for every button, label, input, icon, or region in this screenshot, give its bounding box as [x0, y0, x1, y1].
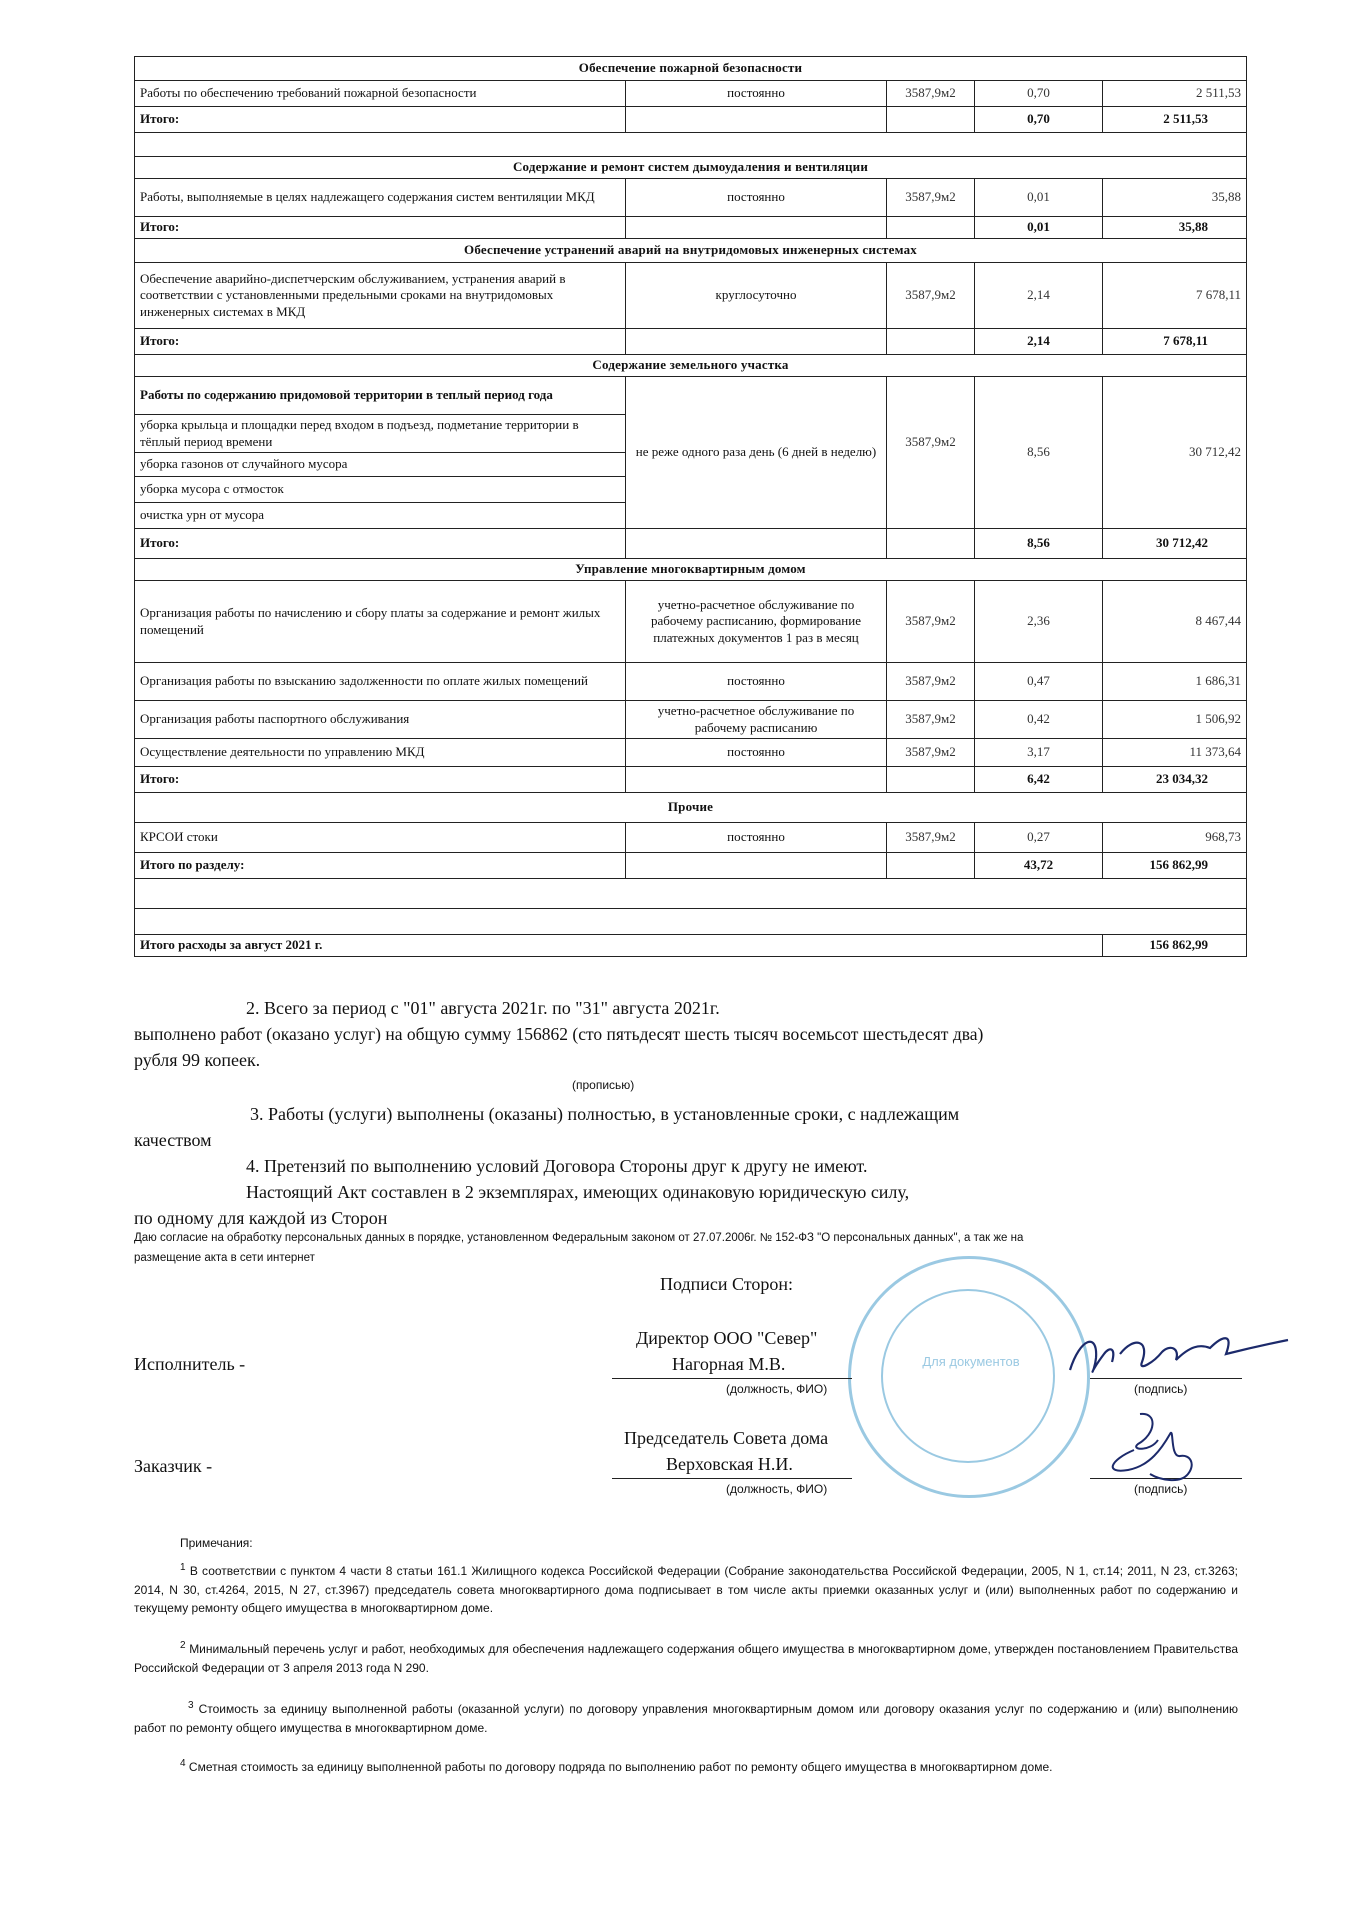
note-4: $^4$ Сметная стоимость за единицу выполненной работы по договору подряда по выполнению работ по ремонту общего имущества в многоквартирном доме.	[180, 1758, 1053, 1774]
total-label: Итого:	[135, 529, 626, 559]
work-name: Организация работы по взысканию задолженности по оплате жилых помещений	[135, 663, 626, 701]
section-title-emergency: Обеспечение устранений аварий на внутридомовых инженерных системах	[135, 239, 1247, 263]
paragraph-4: 4. Претензий по выполнению условий Договора Стороны друг к другу не имеют.	[246, 1156, 868, 1176]
total-row	[135, 529, 1247, 559]
work-frequency: не реже одного раза день (6 дней в неделю)	[626, 377, 887, 529]
paragraph-2-line-1: 2. Всего за период с "01" августа 2021г. по "31" августа 2021г.	[246, 998, 720, 1018]
note-2: $^2$ Минимальный перечень услуг и работ, необходимых для обеспечения надлежащего содержания общего имущества в многоквартирном доме, утвержден постановлением Правительства Российской Федерации от 3 апреля 2013 года N 290.	[134, 1640, 1238, 1675]
work-sum: 7 678,11	[1103, 263, 1247, 329]
total-sum: 30 712,42	[1103, 529, 1247, 559]
executor-fio-hint: (должность, ФИО)	[726, 1382, 828, 1396]
work-frequency: постоянно	[626, 663, 887, 701]
section-total-sum: 156 862,99	[1103, 853, 1247, 879]
paragraph-5-line-2: по одному для каждой из Сторон	[134, 1208, 388, 1228]
work-frequency: круглосуточно	[626, 263, 887, 329]
work-name: уборка газонов от случайного мусора	[135, 453, 626, 477]
paragraph-5-line-1: Настоящий Акт составлен в 2 экземплярах, имеющих одинаковую юридическую силу,	[246, 1182, 910, 1202]
work-sum: 11 373,64	[1103, 739, 1247, 767]
work-frequency: постоянно	[626, 179, 887, 217]
executor-position: Директор ООО "Север"	[636, 1328, 818, 1348]
section-total-label: Итого по разделу:	[135, 853, 626, 879]
work-name: КРСОИ стоки	[135, 823, 626, 853]
work-area: 3587,9м2	[887, 263, 975, 329]
notes-title: Примечания:	[180, 1536, 253, 1550]
work-name: Работы по обеспечению требований пожарной безопасности	[135, 81, 626, 107]
work-rate: 2,36	[975, 581, 1103, 663]
grand-total-row	[135, 935, 1247, 957]
table-row	[135, 377, 1247, 415]
act-table	[134, 56, 1247, 957]
work-name: Организация работы паспортного обслуживания	[135, 701, 626, 739]
total-rate: 0,01	[975, 217, 1103, 239]
section-total-row	[135, 853, 1247, 879]
grand-total-sum: 156 862,99	[1103, 935, 1247, 957]
propisyu-hint: (прописью)	[572, 1078, 635, 1092]
signatures-title: Подписи Сторон:	[660, 1274, 794, 1294]
work-area: 3587,9м2	[887, 377, 975, 529]
total-rate: 6,42	[975, 767, 1103, 793]
section-title-fire: Обеспечение пожарной безопасности	[135, 57, 1247, 81]
work-rate: 8,56	[975, 377, 1103, 529]
work-sum: 8 467,44	[1103, 581, 1247, 663]
work-area: 3587,9м2	[887, 701, 975, 739]
work-frequency: учетно-расчетное обслуживание по рабочему расписанию	[626, 701, 887, 739]
work-area: 3587,9м2	[887, 581, 975, 663]
work-rate: 3,17	[975, 739, 1103, 767]
total-rate: 8,56	[975, 529, 1103, 559]
total-row	[135, 217, 1247, 239]
work-sum: 1 506,92	[1103, 701, 1247, 739]
total-row	[135, 329, 1247, 355]
customer-name: Верховская Н.И.	[666, 1454, 793, 1474]
paragraph-2-line-2: выполнено работ (оказано услуг) на общую сумму 156862 (сто пятьдесят шесть тысяч восемьсот шестьдесят два)	[134, 1024, 984, 1044]
table-row	[135, 263, 1247, 329]
total-sum: 35,88	[1103, 217, 1247, 239]
executor-sign-hint: (подпись)	[1134, 1382, 1188, 1396]
work-rate: 2,14	[975, 263, 1103, 329]
section-total-rate: 43,72	[975, 853, 1103, 879]
work-sum: 968,73	[1103, 823, 1247, 853]
table-row	[135, 581, 1247, 663]
work-rate: 0,01	[975, 179, 1103, 217]
table-row	[135, 179, 1247, 217]
section-title-management: Управление многоквартирным домом	[135, 559, 1247, 581]
work-rate: 0,42	[975, 701, 1103, 739]
work-frequency: постоянно	[626, 739, 887, 767]
executor-signature	[1050, 1318, 1300, 1388]
work-name: Работы по содержанию придомовой территории в теплый период года	[135, 377, 626, 415]
customer-signature	[1100, 1404, 1210, 1490]
table-row	[135, 81, 1247, 107]
total-row	[135, 767, 1247, 793]
work-rate: 0,70	[975, 81, 1103, 107]
work-name: уборка крыльца и площадки перед входом в подъезд, подметание территории в тёплый период времени	[135, 415, 626, 453]
customer-fio-hint: (должность, ФИО)	[726, 1482, 828, 1496]
work-name: уборка мусора с отмосток	[135, 477, 626, 503]
work-sum: 1 686,31	[1103, 663, 1247, 701]
total-label: Итого:	[135, 217, 626, 239]
work-sum: 2 511,53	[1103, 81, 1247, 107]
work-area: 3587,9м2	[887, 663, 975, 701]
paragraph-2-line-3: рубля 99 копеек.	[134, 1050, 261, 1070]
work-area: 3587,9м2	[887, 81, 975, 107]
work-frequency: учетно-расчетное обслуживание по рабочему расписанию, формирование платежных документов 1 раз в месяц	[626, 581, 887, 663]
work-name: Обеспечение аварийно-диспетчерским обслуживанием, устранения аварий в соответствии с установленными предельными сроками на внутридомовых инженерных системах в МКД	[135, 263, 626, 329]
work-name: очистка урн от мусора	[135, 503, 626, 529]
consent-line-1: Даю согласие на обработку персональных данных в порядке, установленном Федеральным законом от 27.07.2006г. № 152-ФЗ "О персональных данных", а так же на	[134, 1232, 1024, 1244]
total-sum: 2 511,53	[1103, 107, 1247, 133]
customer-label: Заказчик -	[134, 1456, 213, 1476]
paragraph-3-line-1: 3. Работы (услуги) выполнены (оказаны) полностью, в установленные сроки, с надлежащим	[250, 1104, 960, 1124]
section-title-ventilation: Содержание и ремонт систем дымоудаления и вентиляции	[135, 157, 1247, 179]
work-rate: 0,27	[975, 823, 1103, 853]
work-frequency: постоянно	[626, 81, 887, 107]
work-name: Работы, выполняемые в целях надлежащего содержания систем вентиляции МКД	[135, 179, 626, 217]
grand-total-label: Итого расходы за август 2021 г.	[135, 935, 1103, 957]
consent-line-2: размещение акта в сети интернет	[134, 1252, 315, 1264]
work-area: 3587,9м2	[887, 179, 975, 217]
total-row	[135, 107, 1247, 133]
section-title-other: Прочие	[135, 793, 1247, 823]
total-sum: 7 678,11	[1103, 329, 1247, 355]
total-rate: 0,70	[975, 107, 1103, 133]
work-name: Организация работы по начислению и сбору платы за содержание и ремонт жилых помещений	[135, 581, 626, 663]
work-area: 3587,9м2	[887, 739, 975, 767]
table-row	[135, 701, 1247, 739]
work-area: 3587,9м2	[887, 823, 975, 853]
work-sum: 30 712,42	[1103, 377, 1247, 529]
executor-label: Исполнитель -	[134, 1354, 246, 1374]
paragraph-3-line-2: качеством	[134, 1130, 212, 1150]
total-label: Итого:	[135, 107, 626, 133]
total-label: Итого:	[135, 329, 626, 355]
work-rate: 0,47	[975, 663, 1103, 701]
customer-sign-hint: (подпись)	[1134, 1482, 1188, 1496]
total-label: Итого:	[135, 767, 626, 793]
section-title-land: Содержание земельного участка	[135, 355, 1247, 377]
total-rate: 2,14	[975, 329, 1103, 355]
executor-name: Нагорная М.В.	[672, 1354, 786, 1374]
table-row	[135, 823, 1247, 853]
customer-position: Председатель Совета дома	[624, 1428, 829, 1448]
work-frequency: постоянно	[626, 823, 887, 853]
work-name: Осуществление деятельности по управлению МКД	[135, 739, 626, 767]
note-3: $^3$ Стоимость за единицу выполненной работы (оказанной услуги) по договору управления многоквартирным домом или договору оказания услуг по содержанию и (или) выполнению работ по ремонту общего имущества в многоквартирном доме.	[134, 1700, 1239, 1735]
note-1: $^1$ В соответствии с пунктом 4 части 8 статьи 161.1 Жилищного кодекса Российской Федерации (Собрание законодательства Российской Федерации, 2005, N 1, ст.14; 2011, N 23, ст.3263; 2014, N 30, ст.4264, 2015, N 27, ст.3967) председатель совета многоквартирного дома подписывает в том числе акты приемки оказанных услуг и (или) выполненных работ по содержанию и текущему ремонту общего имущества в многоквартирном доме.	[134, 1562, 1238, 1616]
table-row	[135, 663, 1247, 701]
work-sum: 35,88	[1103, 179, 1247, 217]
table-row	[135, 739, 1247, 767]
stamp-text: Для документов	[922, 1354, 1020, 1369]
total-sum: 23 034,32	[1103, 767, 1247, 793]
